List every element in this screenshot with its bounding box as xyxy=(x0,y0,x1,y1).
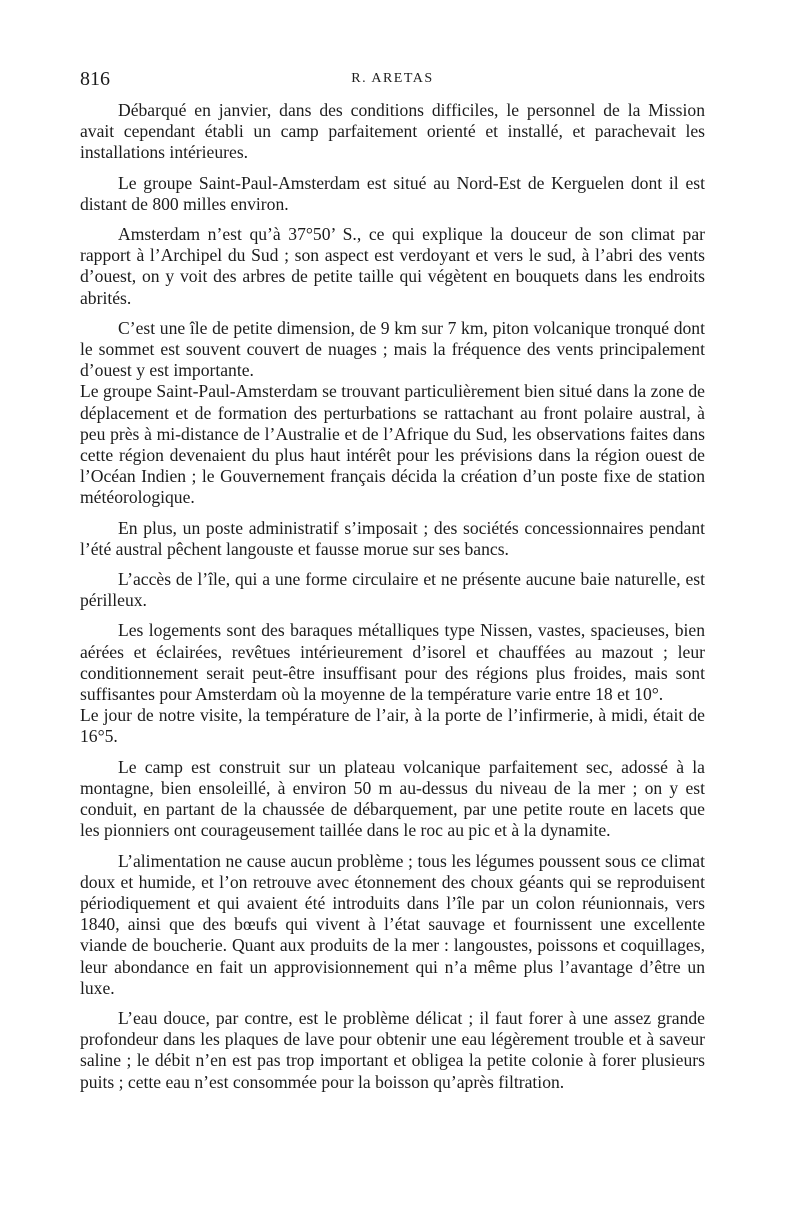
paragraph: Le camp est construit sur un plateau volcanique parfaitement sec, adossé à la montagne, bien ensoleillé, à environ 50 m au-dessus du niveau de la mer ; on y est conduit, en partant de la chaussée de débarquement, par une petite route en lacets que les pionniers ont courageusement taillée dans le roc au pic et à la dynamite. xyxy=(80,756,705,841)
paragraph: Le groupe Saint-Paul-Amsterdam se trouvant particulièrement bien situé dans la zone de déplacement et de formation des perturbations se rattachant au front polaire austral, à peu près à mi-distance de l’Australie et de l’Afrique du Sud, les observations faites dans cette région devenaient du plus haut intérêt pour les prévisions dans la région ouest de l’Océan Indien ; le Gouvernement français décida la création d’un poste fixe de station météorologique. xyxy=(80,381,705,508)
paragraph: En plus, un poste administratif s’imposait ; des sociétés concessionnaires pendant l’été austral pêchent langouste et fausse morue sur ses bancs. xyxy=(80,517,705,559)
paragraph: Le groupe Saint-Paul-Amsterdam est situé au Nord-Est de Kerguelen dont il est distant de 800 milles environ. xyxy=(80,172,705,214)
paragraph: L’eau douce, par contre, est le problème délicat ; il faut forer à une assez grande profondeur dans les plaques de lave pour obtenir une eau légèrement trouble et à saveur saline ; le débit n’en est pas trop important et obligea la petite colonie à forer plusieurs puits ; cette eau n’est consommée pour la boisson qu’après filtration. xyxy=(80,1007,705,1092)
body-text xyxy=(80,100,705,1102)
running-head-author: R. ARETAS xyxy=(351,71,434,86)
paragraph: L’alimentation ne cause aucun problème ; tous les légumes poussent sous ce climat doux et humide, et l’on retrouve avec étonnement des choux géants qui se reproduisent périodiquement et qui avaient été introduits dans l’île par un colon réunionnais, vers 1840, ainsi que des bœufs qui vivent à l’état sauvage et fournissent une excellente viande de boucherie. Quant aux produits de la mer : langoustes, poissons et coquillages, leur abondance en fait un approvisionnement qui n’a même plus l’avantage d’être un luxe. xyxy=(80,850,705,998)
paragraph: Les logements sont des baraques métalliques type Nissen, vastes, spacieuses, bien aérées et éclairées, revêtues intérieurement d’isorel et chauffées au mazout ; leur conditionnement serait peut-être insuffisant pour des régions plus froides, mais sont suffisantes pour Amsterdam où la moyenne de la température varie entre 18 et 10°. xyxy=(80,620,705,705)
page-header xyxy=(80,68,705,96)
paragraph: Le jour de notre visite, la température de l’air, à la porte de l’infirmerie, à midi, était de 16°5. xyxy=(80,705,705,747)
paragraph: Débarqué en janvier, dans des conditions difficiles, le personnel de la Mission avait cependant établi un camp parfaitement orienté et installé, et parachevait les installations intérieures. xyxy=(80,100,705,163)
page-number: 816 xyxy=(80,68,110,90)
paragraph: Amsterdam n’est qu’à 37°50’ S., ce qui explique la douceur de son climat par rapport à l’Archipel du Sud ; son aspect est verdoyant et vers le sud, à l’abri des vents d’ouest, on y voit des arbres de petite taille qui végètent en bouquets dans les endroits abrités. xyxy=(80,224,705,308)
paragraph: L’accès de l’île, qui a une forme circulaire et ne présente aucune baie naturelle, est périlleux. xyxy=(80,569,705,611)
paragraph: C’est une île de petite dimension, de 9 km sur 7 km, piton volcanique tronqué dont le sommet est souvent couvert de nuages ; mais la fréquence des vents principalement d’ouest y est importante. xyxy=(80,317,705,381)
